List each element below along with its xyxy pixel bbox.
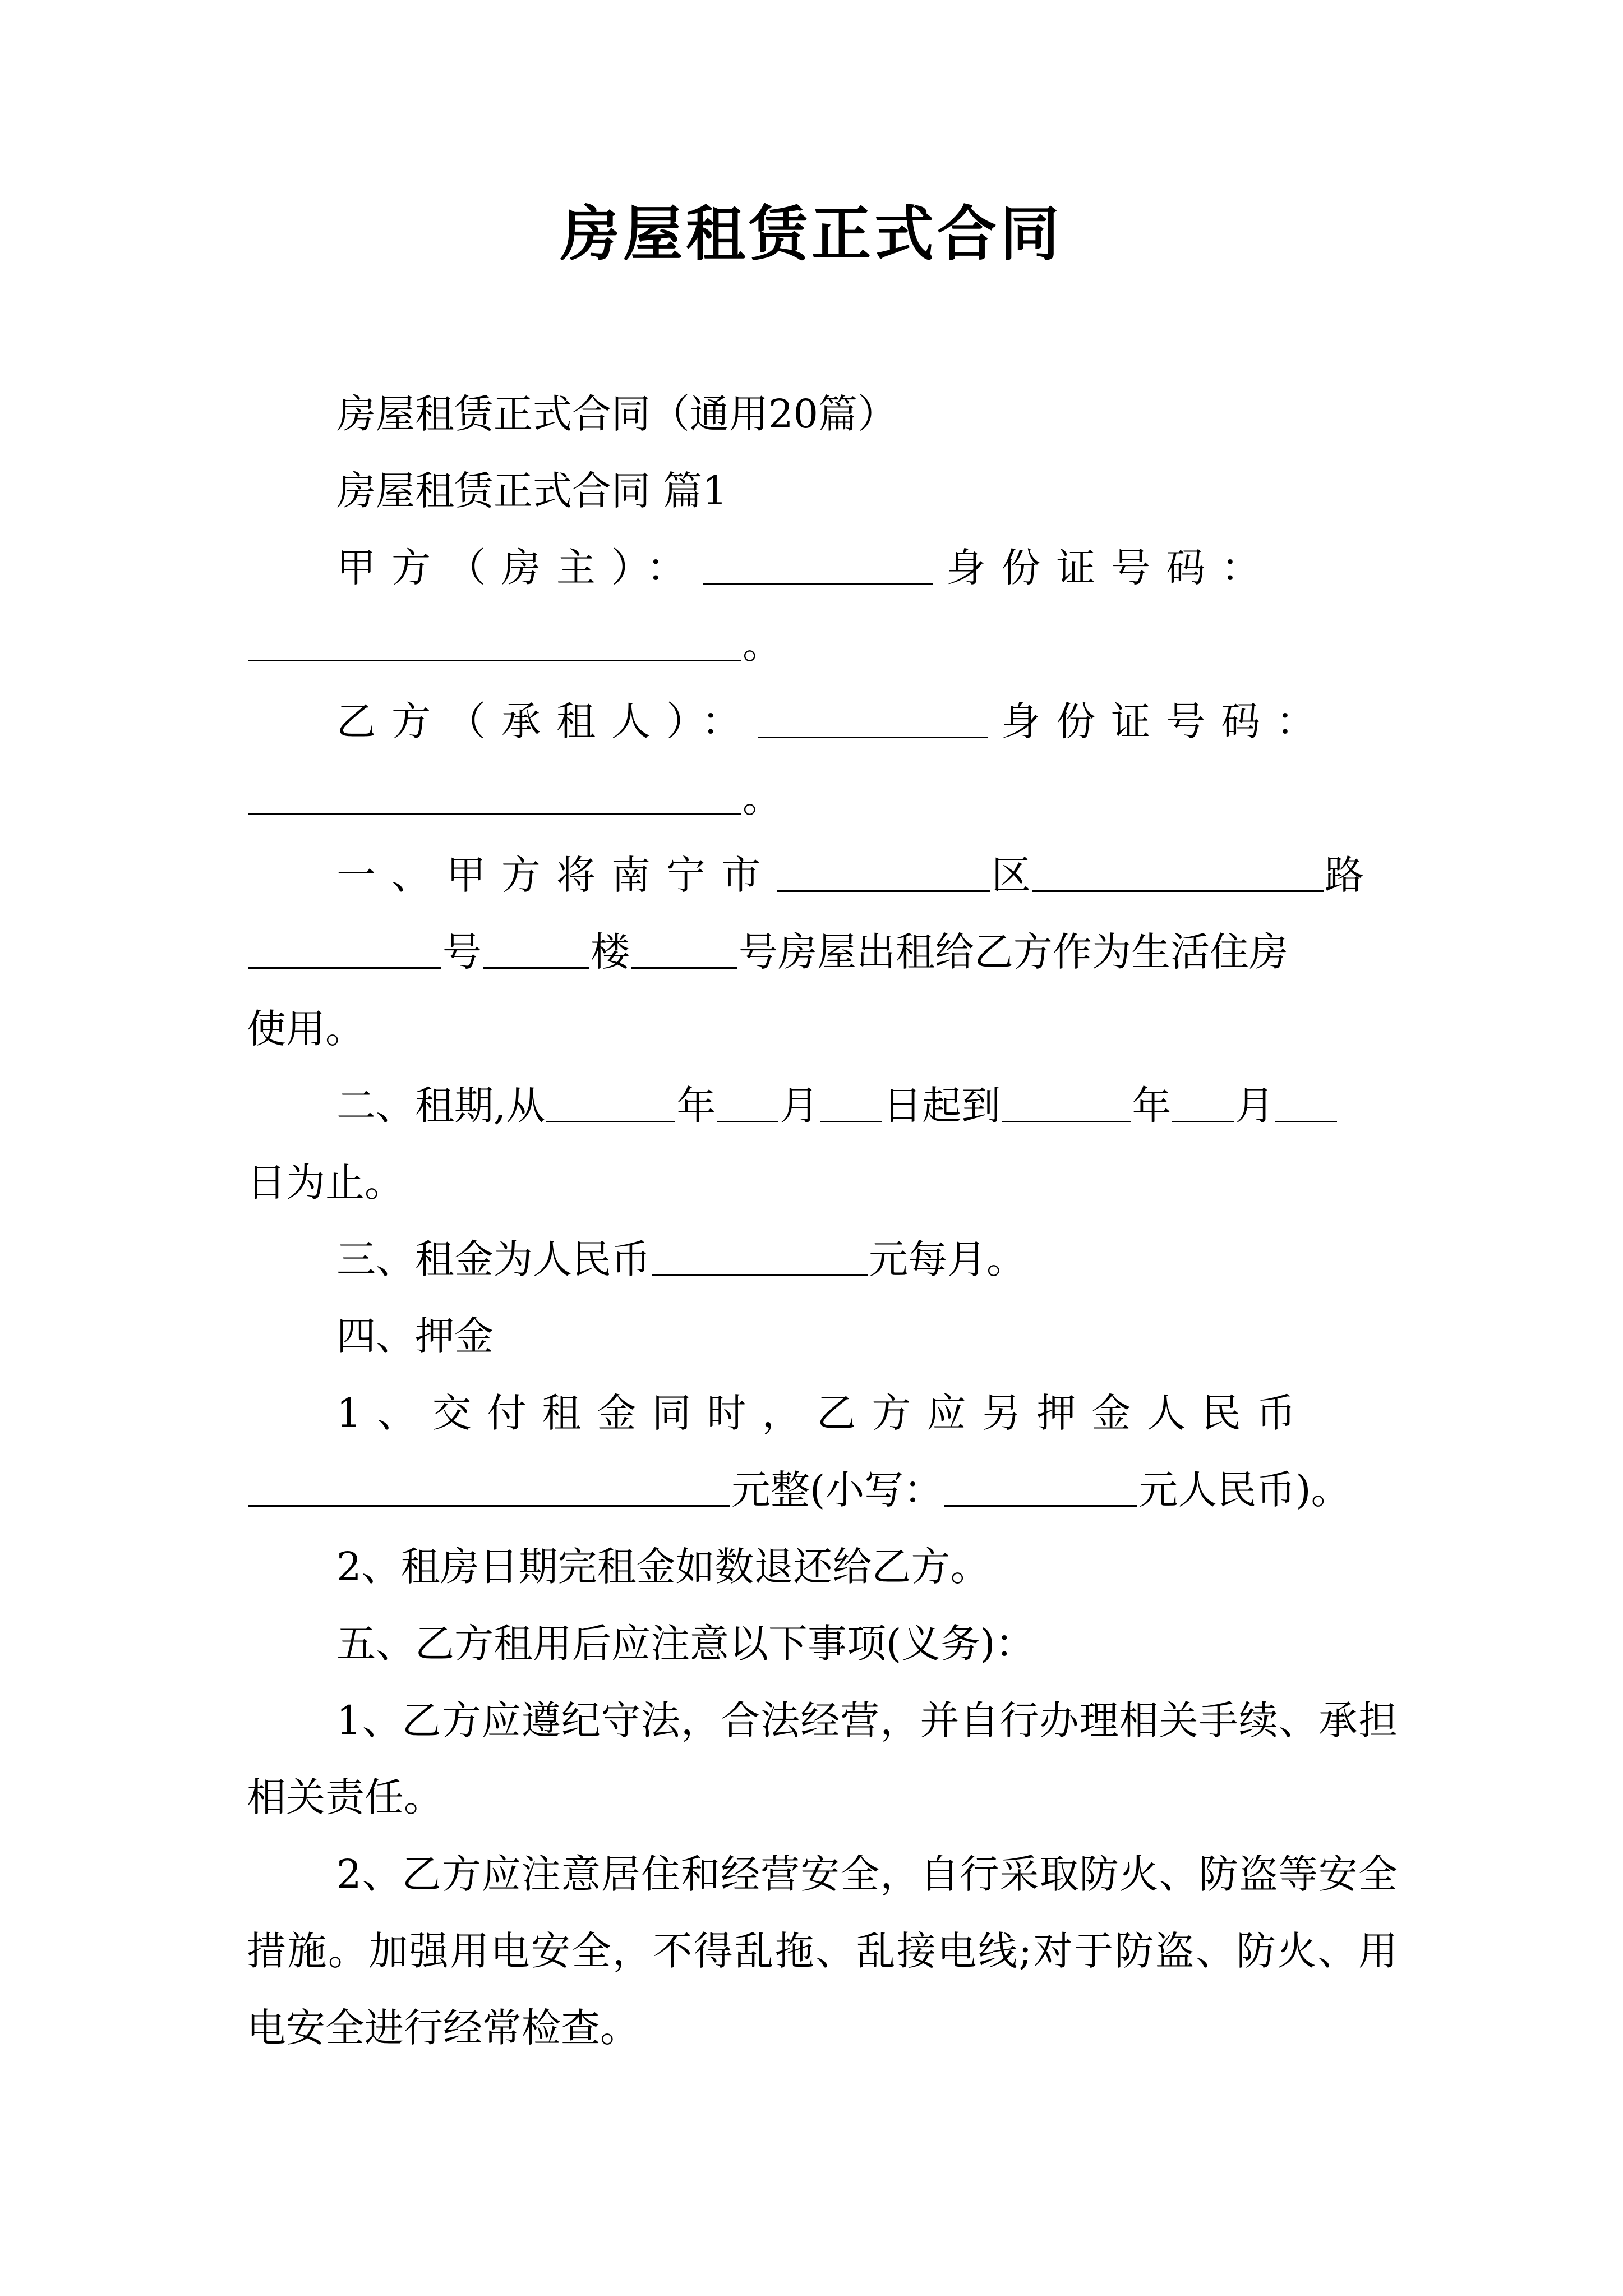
clause-4-item-1	[247, 1375, 1398, 1452]
party-b-period: 。	[743, 775, 782, 821]
clause-2-day1: 日起到	[883, 1083, 1001, 1129]
clause-2-year2: 年	[1132, 1083, 1172, 1129]
clause-1	[247, 837, 1398, 914]
party-b-name-blank	[758, 697, 988, 738]
clause-1-number: 号	[442, 929, 482, 975]
document-body	[247, 376, 1398, 2067]
clause-2-year1-blank	[546, 1082, 675, 1122]
clause-4-item-1-line2	[247, 1452, 1398, 1529]
party-a-period: 。	[743, 622, 782, 668]
clause-2-month1: 月	[780, 1083, 819, 1129]
clause-1-district: 区	[992, 852, 1031, 898]
party-b-label: 乙方（承租人）：	[336, 698, 757, 744]
party-a-id-label: 身份证号码：	[946, 545, 1276, 591]
party-a-label: 甲方（房主）：	[336, 545, 702, 591]
clause-3	[247, 1221, 1398, 1298]
clause-1-road-blank	[248, 928, 441, 969]
clause-2-month2: 月	[1235, 1083, 1275, 1129]
clause-1-district-blank	[1032, 851, 1324, 892]
party-b-id-line	[247, 760, 1398, 837]
clause-2	[247, 1068, 1398, 1144]
clause-2-month2-blank	[1172, 1082, 1234, 1122]
clause-3-suffix: 元每月。	[869, 1236, 1026, 1282]
clause-4-deposit-small-blank	[944, 1466, 1137, 1507]
document-title: 房屋租赁正式合同	[560, 199, 1063, 269]
party-a-line	[247, 530, 1398, 606]
clause-1-prefix: 一、甲方将南宁市	[336, 852, 776, 898]
clause-4-item-2: 2、租房日期完租金如数退还给乙方。	[336, 1544, 990, 1590]
clause-5-item-1: 1、乙方应遵纪守法，合法经营，并自行办理相关手续、承担相关责任。	[247, 1697, 1398, 1820]
party-a-id-blank	[248, 620, 741, 661]
clause-2-day2-blank	[1275, 1082, 1337, 1122]
clause-2-day1-blank	[820, 1082, 882, 1122]
clause-5-item-2: 2、乙方应注意居住和经营安全，自行采取防火、防盗等安全措施。加强用电安全，不得乱拖、乱接电线;对于防盗、防火、用电安全进行经常检查。	[247, 1851, 1398, 2051]
clause-3-prefix: 三、租金为人民币	[336, 1236, 651, 1282]
clause-1-tail: 使用。	[247, 1006, 365, 1052]
document-subtitle: 房屋租赁正式合同（通用20篇）	[336, 391, 897, 437]
clause-5-heading: 五、乙方租用后应注意以下事项(义务)：	[336, 1621, 1035, 1667]
clause-4-item-1-middle: 元整(小写：	[731, 1467, 943, 1513]
party-a-id-line	[247, 606, 1398, 683]
party-b-id-blank	[248, 774, 741, 815]
clause-2-year2-blank	[1002, 1082, 1131, 1122]
clause-3-rent-blank	[652, 1235, 868, 1276]
clause-2-year1: 年	[676, 1083, 716, 1129]
clause-1-suffix: 号房屋出租给乙方作为生活住房	[739, 929, 1288, 975]
party-b-id-label: 身份证号码：	[1001, 698, 1331, 744]
party-b-line	[247, 683, 1398, 760]
clause-4-deposit-blank	[248, 1466, 730, 1507]
clause-1-building: 楼	[591, 929, 630, 975]
clause-1-number-blank	[483, 928, 589, 969]
clause-2-month1-blank	[717, 1082, 778, 1122]
section-heading: 房屋租赁正式合同 篇1	[336, 468, 727, 514]
clause-4-item-1-suffix: 元人民币)。	[1138, 1467, 1350, 1513]
clause-1-city-blank	[777, 851, 990, 892]
party-a-name-blank	[703, 544, 933, 585]
clause-4-item-1-prefix: 1、交付租金同时，乙方应另押金人民币	[336, 1390, 1312, 1436]
clause-2-prefix: 二、租期,从	[336, 1083, 546, 1129]
clause-2-tail: 日为止。	[247, 1159, 404, 1205]
clause-1-line2	[247, 914, 1398, 991]
clause-1-road: 路	[1325, 852, 1364, 898]
clause-1-building-blank	[631, 928, 737, 969]
clause-4-heading: 四、押金	[336, 1313, 494, 1359]
